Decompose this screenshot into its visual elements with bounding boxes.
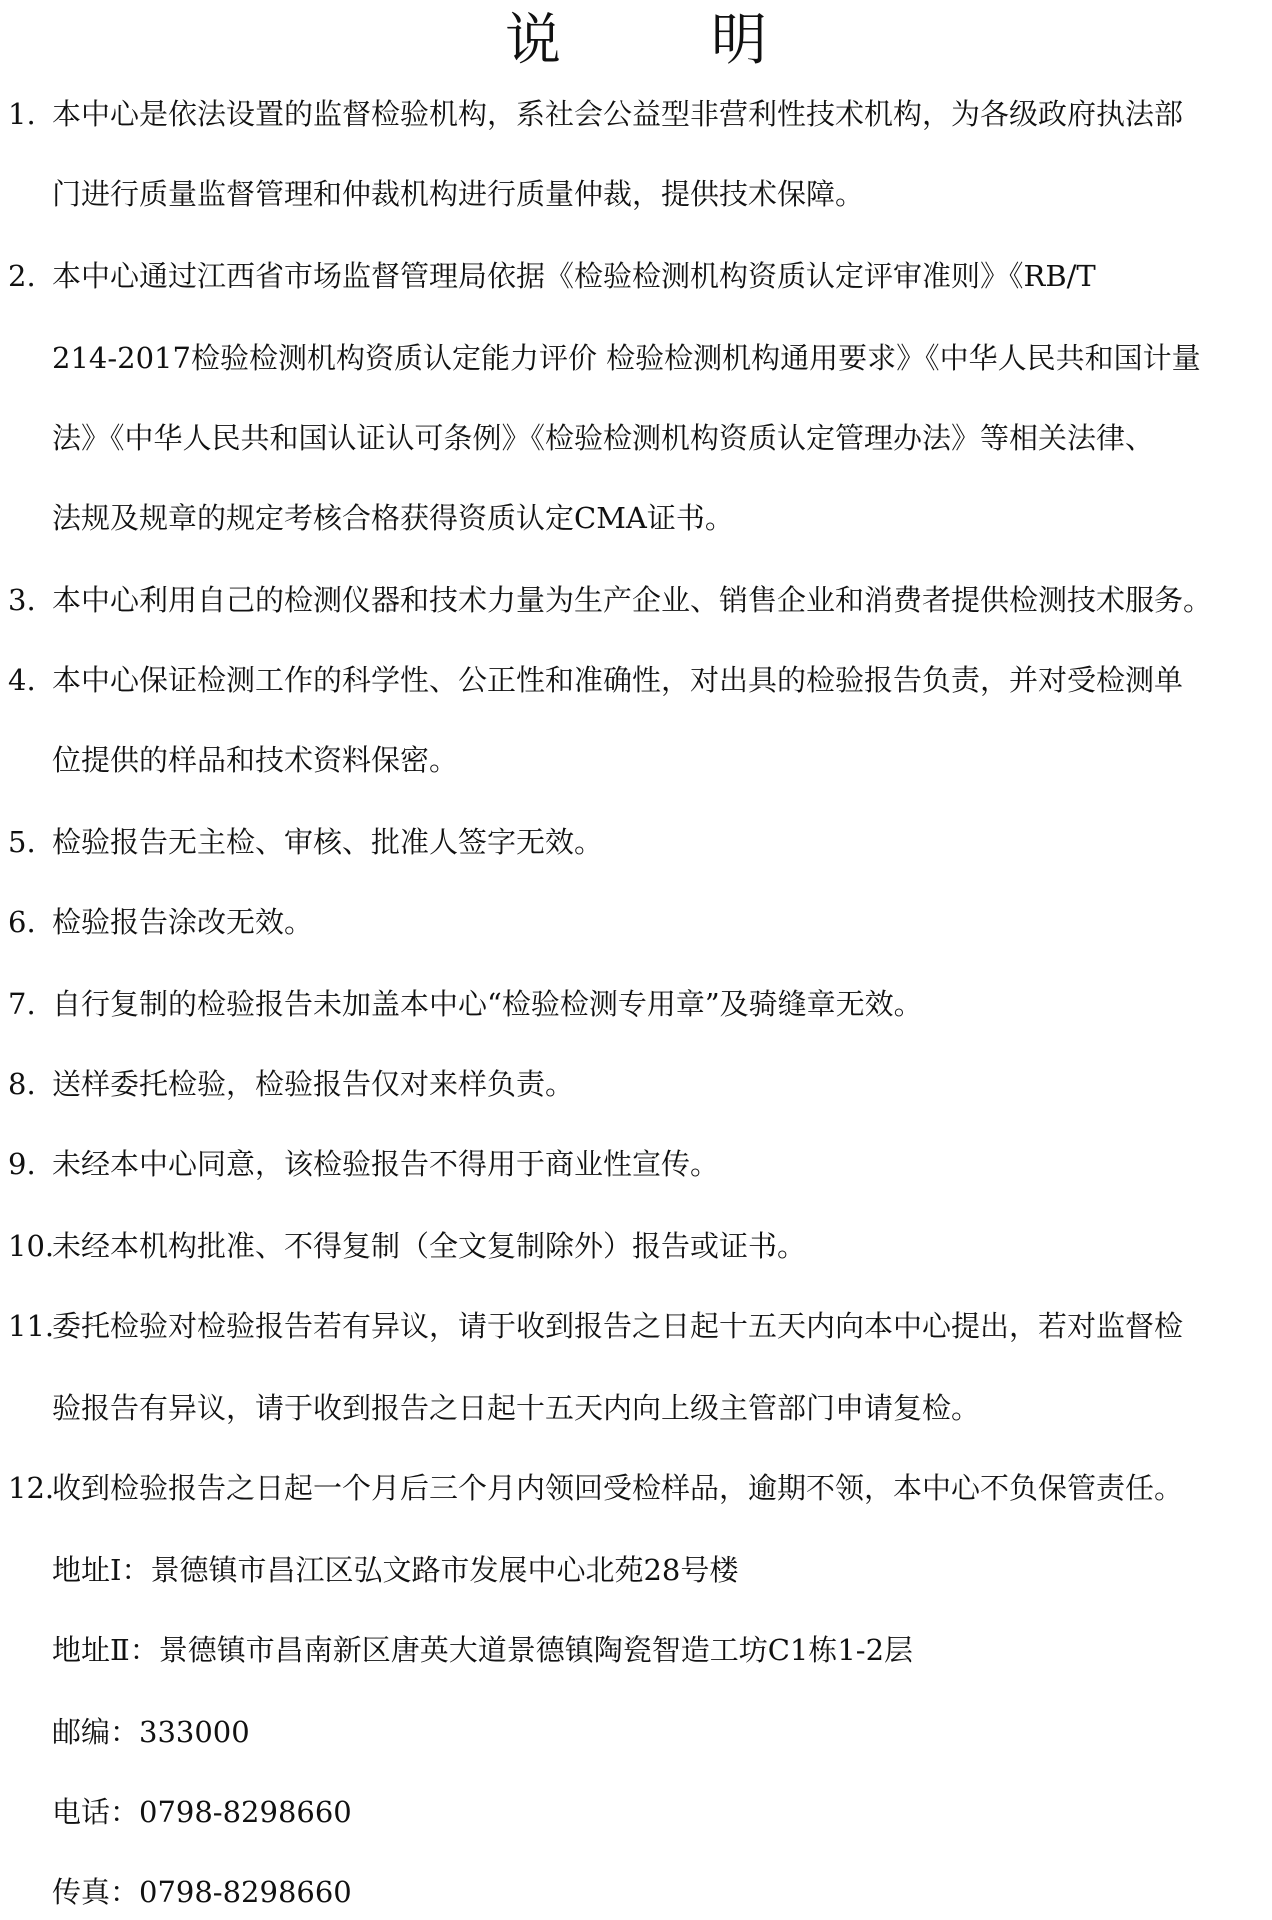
item-text: 本中心通过江西省市场监督管理局依据《检验检测机构资质认定评审准则》《RB/T (52, 259, 1096, 293)
item-text: 验报告有异议，请于收到报告之日起十五天内向上级主管部门申请复检。 (52, 1391, 981, 1425)
item-number: 10. (8, 1229, 55, 1263)
item-text: 法》《中华人民共和国认证认可条例》《检验检测机构资质认定管理办法》等相关法律、 (52, 421, 1155, 455)
page-title-char-2: 明 (711, 8, 767, 73)
item-text: 位提供的样品和技术资料保密。 (52, 743, 459, 777)
item-text: 本中心保证检测工作的科学性、公正性和准确性，对出具的检验报告负责，并对受检测单 (52, 663, 1184, 697)
item-text: 214-2017检验检测机构资质认定能力评价 检验检测机构通用要求》《中华人民共和国计量 (52, 341, 1201, 375)
item-text: 检验报告无主检、审核、批准人签字无效。 (52, 825, 604, 859)
item-number: 6. (8, 905, 36, 939)
item-text: 未经本中心同意，该检验报告不得用于商业性宣传。 (52, 1147, 720, 1181)
item-number: 11. (8, 1309, 55, 1343)
item-number: 7. (8, 987, 36, 1021)
item-text: 法规及规章的规定考核合格获得资质认定CMA证书。 (52, 501, 734, 535)
address-1-text: 地址Ⅰ：景德镇市昌江区弘文路市发展中心北苑28号楼 (52, 1553, 739, 1587)
item-text: 自行复制的检验报告未加盖本中心“检验检测专用章”及骑缝章无效。 (52, 987, 923, 1021)
page-title (0, 6, 1272, 76)
postcode-text: 邮编：333000 (52, 1715, 250, 1749)
item-number: 1. (8, 97, 36, 131)
item-number: 2. (8, 259, 36, 293)
item-text: 门进行质量监督管理和仲裁机构进行质量仲裁，提供技术保障。 (52, 177, 865, 211)
item-number: 9. (8, 1147, 36, 1181)
item-text: 送样委托检验，检验报告仅对来样负责。 (52, 1067, 575, 1101)
item-number: 12. (8, 1471, 55, 1505)
item-number: 8. (8, 1067, 36, 1101)
item-text: 本中心是依法设置的监督检验机构，系社会公益型非营利性技术机构，为各级政府执法部 (52, 97, 1184, 131)
item-number: 3. (8, 583, 36, 617)
item-text: 未经本机构批准、不得复制（全文复制除外）报告或证书。 (52, 1229, 807, 1263)
item-text: 检验报告涂改无效。 (52, 905, 314, 939)
item-text: 委托检验对检验报告若有异议，请于收到报告之日起十五天内向本中心提出，若对监督检 (52, 1309, 1184, 1343)
item-text: 本中心利用自己的检测仪器和技术力量为生产企业、销售企业和消费者提供检测技术服务。 (52, 583, 1213, 617)
page-title-char-1: 说 (505, 8, 561, 73)
phone-text: 电话：0798-8298660 (52, 1795, 352, 1829)
item-number: 4. (8, 663, 36, 697)
address-2-text: 地址Ⅱ：景德镇市昌南新区唐英大道景德镇陶瓷智造工坊C1栋1-2层 (52, 1633, 914, 1667)
fax-text: 传真：0798-8298660 (52, 1875, 352, 1909)
item-number: 5. (8, 825, 36, 859)
item-text: 收到检验报告之日起一个月后三个月内领回受检样品，逾期不领，本中心不负保管责任。 (52, 1471, 1184, 1505)
